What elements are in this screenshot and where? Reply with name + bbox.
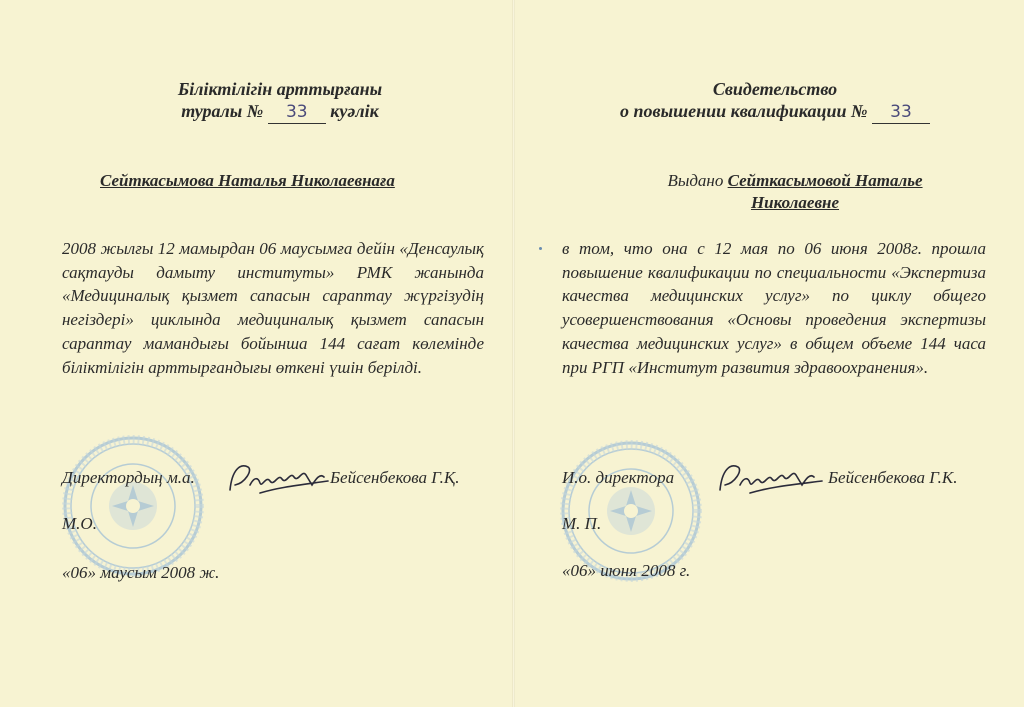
- right-body-paragraph: в том, что она с 12 мая по 06 июня 2008г. прошла повышение квалификации по специальности «Экспертиза качества медицинских услуг» по циклу общего усовершенствования «Основы проведения экспертизы качества медицинских услуг» в общем объеме 144 часа при РГП «Институт развития здравоохранения».: [562, 239, 986, 377]
- right-title: [585, 78, 965, 124]
- director-signature-left: [220, 455, 335, 500]
- right-director-name: Бейсенбекова Г.К.: [828, 468, 958, 487]
- official-seal-stamp-left: [62, 435, 204, 577]
- left-certificate-number: 33: [268, 101, 326, 124]
- left-director-label: Директордың м.а.: [62, 468, 195, 487]
- left-director-name: Бейсенбекова Г.Қ.: [330, 468, 460, 487]
- right-title-line2: [585, 100, 965, 124]
- left-title-pre: туралы №: [181, 101, 264, 121]
- right-title-line1: Свидетельство: [712, 79, 838, 99]
- director-signature-right: [710, 455, 830, 500]
- ink-dot: [539, 247, 542, 250]
- right-title-pre: о повышении квалификации №: [620, 101, 868, 121]
- right-recipient-name-line1: Сейткасымовой Наталье: [727, 171, 923, 190]
- left-title-line2: [130, 100, 430, 124]
- left-body-paragraph: 2008 жылғы 12 мамырдан 06 маусымға дейін «Денсаулық сақтауды дамыту институты» РМК жанында «Медициналық қызмет сапасын сараптау жүргізудің негіздері» циклында медициналық қызмет сапасын сараптау мамандығы бойынша 144 сағат көлемінде біліктілігін арттырғандығы өткені үшін берілді.: [62, 239, 484, 377]
- left-title-line1: Біліктілігін арттырғаны: [177, 79, 383, 99]
- right-date: «06» июня 2008 г.: [562, 561, 691, 580]
- right-recipient-name-line2: Николаевне: [750, 193, 840, 212]
- right-page-russian: [515, 0, 1024, 707]
- right-seal-label: М. П.: [562, 514, 602, 533]
- left-title: [130, 78, 430, 124]
- right-issued-label: Выдано: [667, 171, 724, 190]
- left-recipient-name: Сейткасымова Наталья Николаевнаға: [100, 171, 395, 190]
- left-title-post: куәлік: [330, 101, 379, 121]
- right-director-label: И.о. директора: [562, 468, 675, 487]
- left-date: «06» маусым 2008 ж.: [62, 563, 220, 582]
- left-seal-label: М.О.: [62, 514, 97, 533]
- right-issued-to: [645, 170, 945, 214]
- right-certificate-number: 33: [872, 101, 930, 124]
